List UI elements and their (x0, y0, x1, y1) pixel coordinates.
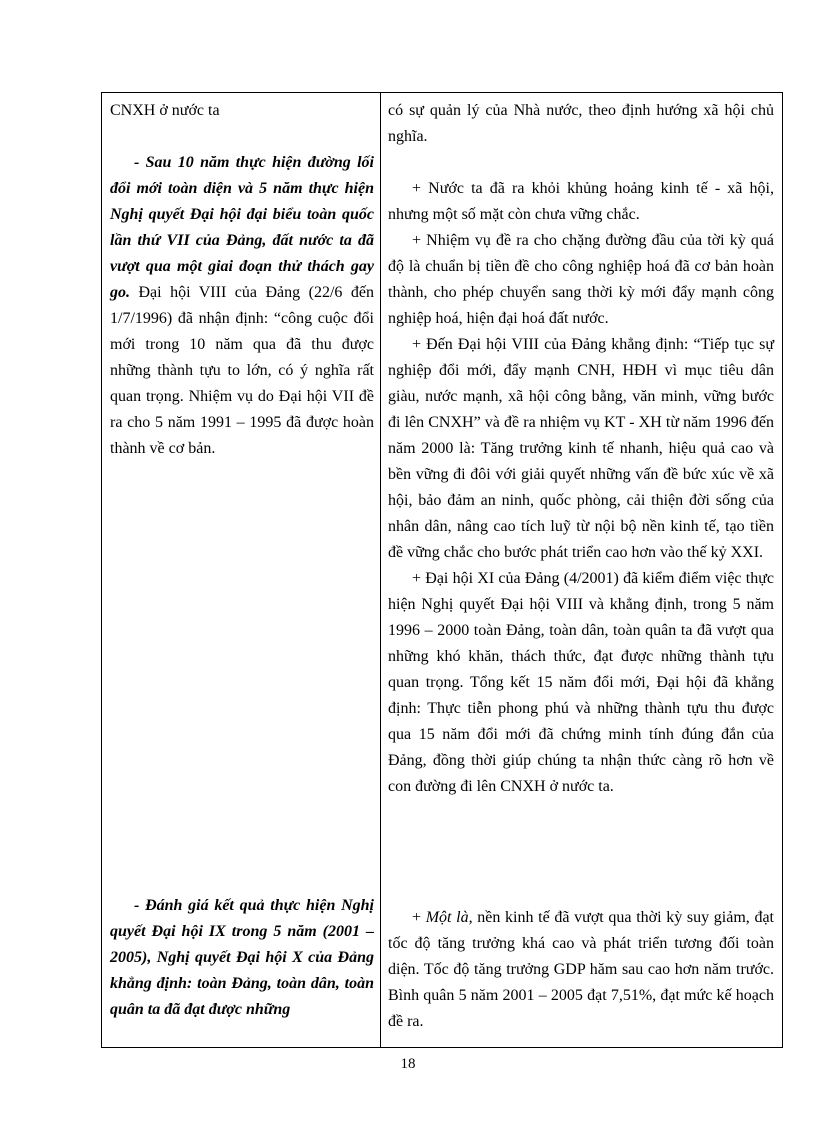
right-paragraph-5 (388, 905, 774, 1035)
left-paragraph-1-text: Đại hội VIII của Đảng (22/6 đến 1/7/1996) đã nhận định: “công cuộc đổi mới trong 10 năm qua đã thu được những thành tựu to lớn, có ý nghĩa rất quan trọng. Nhiệm vụ do Đại hội VII đề ra cho 5 năm 1991 – 1995 đã được hoàn thành về cơ bản. (110, 284, 374, 457)
content-table (101, 92, 783, 1048)
left-column (102, 93, 381, 1047)
right-paragraph-5-plus: + (412, 909, 426, 926)
right-paragraph-4: + Đại hội XI của Đảng (4/2001) đã kiểm điểm việc thực hiện Nghị quyết Đại hội VIII và khẳng định, trong 5 năm 1996 – 2000 toàn Đảng, toàn dân, toàn quân ta đã vượt qua những khó khăn, thách thức, đạt được những thành tựu quan trọng. Tổng kết 15 năm đổi mới, Đại hội đã khẳng định: Thực tiễn phong phú và những thành tựu thu được qua 15 năm đổi mới đã chứng minh tính đúng đắn của Đảng, đồng thời giúp chúng ta nhận thức càng rõ hơn về con đường đi lên CNXH ở nước ta. (388, 570, 774, 795)
right-paragraph-5-text: nền kinh tế đã vượt qua thời kỳ suy giảm, đạt tốc độ tăng trưởng khá cao và phát triển tương đối toàn diện. Tốc độ tăng trưởng GDP hăm sau cao hơn năm trước. Bình quân 5 năm 2001 – 2005 đạt 7,51%, đạt mức kế hoạch đề ra. (388, 909, 775, 1030)
right-column (381, 93, 782, 1047)
left-paragraph-2: - Đánh giá kết quả thực hiện Nghị quyết Đại hội IX trong 5 năm (2001 – 2005), Nghị quyết Đại hội X của Đảng khẳng định: toàn Đảng, toàn dân, toàn quân ta đã đạt được những (110, 897, 374, 1018)
right-paragraph-3: + Đến Đại hội VIII của Đảng khẳng định: “Tiếp tục sự nghiệp đổi mới, đẩy mạnh CNH, HĐH vì mục tiêu dân giàu, nước mạnh, xã hội công bằng, văn minh, vững bước đi lên CNXH” và đề ra nhiệm vụ KT - XH từ năm 1996 đến năm 2000 là: Tăng trưởng kinh tế nhanh, hiệu quả cao và bền vững đi đôi với giải quyết những vấn đề bức xúc về xã hội, bảo đảm an ninh, quốc phòng, cải thiện đời sống của nhân dân, nâng cao tích luỹ từ nội bộ nền kinh tế, tạo tiền đề vững chắc cho bước phát triển cao hơn vào thế kỷ XXI. (388, 336, 774, 561)
right-paragraph-1: + Nước ta đã ra khỏi khủng hoảng kinh tế - xã hội, nhưng một số mặt còn chưa vững chắc. (388, 180, 774, 223)
page-number: 18 (400, 1056, 416, 1072)
left-line-1: CNXH ở nước ta (110, 102, 220, 119)
left-paragraph-1-bold: - Sau 10 năm thực hiện đường lối đổi mới toàn diện và 5 năm thực hiện Nghị quyết Đại hội đại biểu toàn quốc lần thứ VII của Đảng, đất nước ta đã vượt qua một giai đoạn thử thách gay go. (110, 154, 374, 301)
left-paragraph-1 (110, 150, 374, 462)
right-paragraph-2: + Nhiệm vụ đề ra cho chặng đường đầu của tời kỳ quá độ là chuẩn bị tiền đề cho công nghiệp hoá đã cơ bản hoàn thành, cho phép chuyển sang thời kỳ mới đẩy mạnh công nghiệp hoá, hiện đại hoá đất nước. (388, 232, 774, 327)
right-paragraph-0: có sự quản lý của Nhà nước, theo định hướng xã hội chủ nghĩa. (388, 102, 774, 145)
right-paragraph-5-italic: Một là, (425, 909, 473, 926)
